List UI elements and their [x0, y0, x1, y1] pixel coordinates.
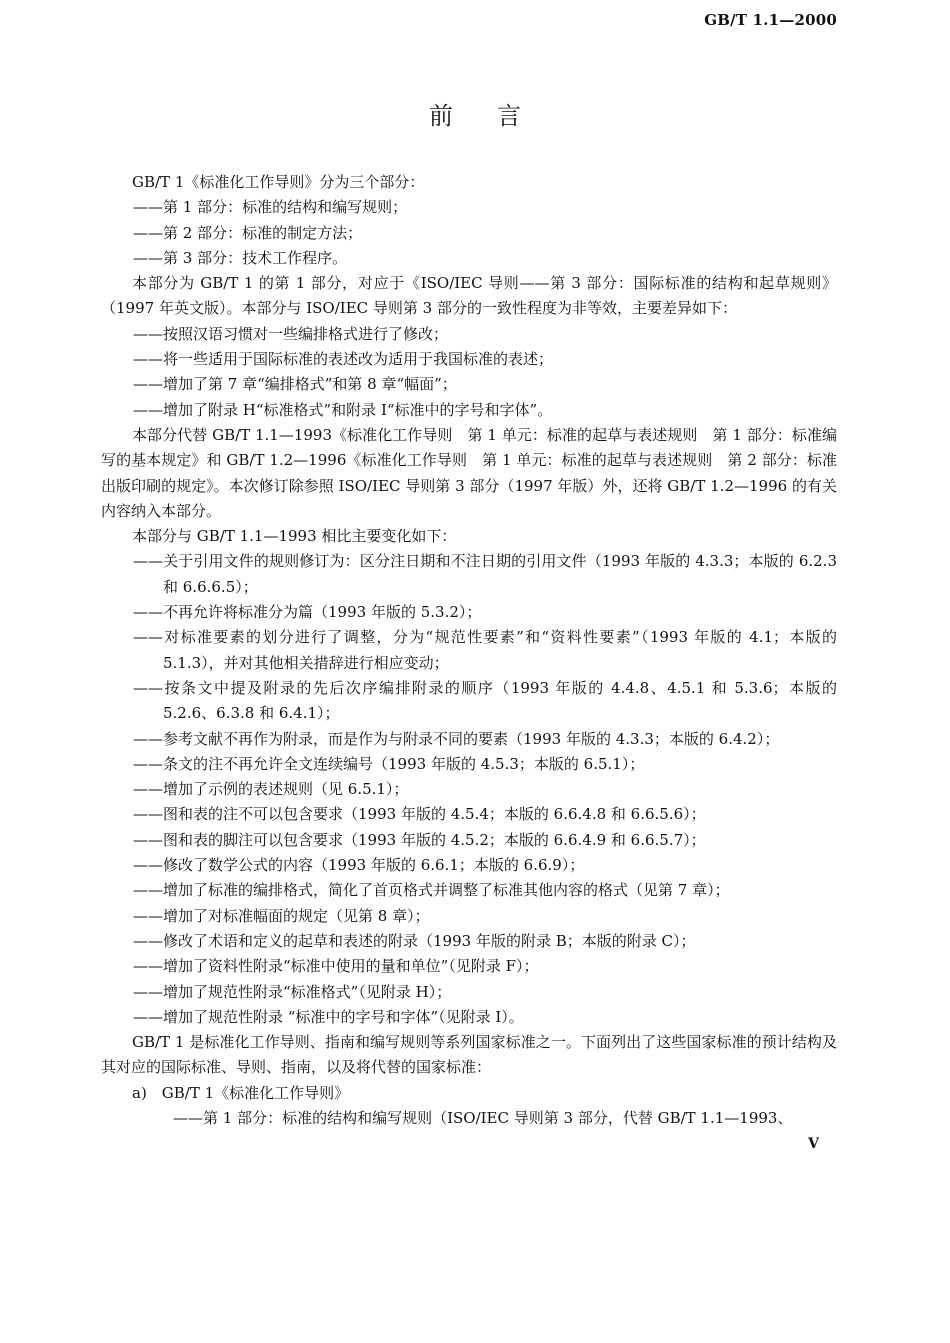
- paragraph: GB/T 1 是标准化工作导则、指南和编写规则等系列国家标准之一。下面列出了这些国家标准的预计结构及其对应的国际标准、导则、指南，以及将代替的国家标准：: [101, 1033, 837, 1077]
- page-title: 前言: [429, 102, 565, 130]
- document-body: [101, 170, 837, 1131]
- list-item: ——增加了附录 H“标准格式”和附录 I“标准中的字号和字体”。: [133, 400, 553, 419]
- list-item: ——第 2 部分：标准的制定方法；: [133, 223, 363, 242]
- list-item: ——增加了示例的表述规则（见 6.5.1）；: [133, 780, 409, 799]
- list-item: ——图和表的注不可以包含要求（1993 年版的 4.5.4；本版的 6.6.4.8 和 6.6.5.6）；: [133, 805, 706, 824]
- list-item: ——第 1 部分：标准的结构和编写规则（ISO/IEC 导则第 3 部分，代替 GB/T 1.1—1993、: [173, 1108, 793, 1127]
- list-item: ——第 1 部分：标准的结构和编写规则；: [133, 198, 408, 217]
- paragraph: GB/T 1《标准化工作导则》分为三个部分：: [132, 173, 425, 191]
- list-item: ——对标准要素的划分进行了调整，分为“规范性要素”和“资料性要素”（1993 年版的 4.1；本版的 5.1.3），并对其他相关措辞进行相应变动；: [133, 628, 837, 672]
- list-item: ——按照汉语习惯对一些编排格式进行了修改；: [133, 324, 449, 343]
- list-item: ——修改了术语和定义的起草和表述的附录（1993 年版的附录 B；本版的附录 C）；: [133, 931, 696, 950]
- list-item: ——第 3 部分：技术工作程序。: [133, 248, 348, 267]
- list-item: ——参考文献不再作为附录，而是作为与附录不同的要素（1993 年版的 4.3.3；本版的 6.4.2）；: [133, 729, 780, 748]
- list-item: ——增加了对标准幅面的规定（见第 8 章）；: [133, 906, 430, 925]
- list-item: ——增加了规范性附录 “标准中的字号和字体”（见附录 I）。: [133, 1007, 524, 1026]
- list-item: ——图和表的脚注可以包含要求（1993 年版的 4.5.2；本版的 6.6.4.9 和 6.6.5.7）；: [133, 830, 706, 849]
- list-item: ——关于引用文件的规则修订为：区分注日期和不注日期的引用文件（1993 年版的 4.3.3；本版的 6.2.3 和 6.6.6.5）；: [133, 552, 837, 596]
- list-item: ——修改了数学公式的内容（1993 年版的 6.6.1；本版的 6.6.9）；: [133, 856, 585, 875]
- list-item: ——增加了标准的编排格式，简化了首页格式并调整了标准其他内容的格式（见第 7 章）；: [133, 881, 730, 900]
- list-item: ——增加了规范性附录“标准格式”（见附录 H）；: [133, 982, 452, 1001]
- list-item: ——按条文中提及附录的先后次序编排附录的顺序（1993 年版的 4.4.8、4.5.1 和 5.3.6；本版的 5.2.6、6.3.8 和 6.4.1）；: [133, 678, 837, 723]
- list-item: ——不再允许将标准分为篇（1993 年版的 5.3.2）；: [133, 603, 482, 622]
- list-item: ——增加了资料性附录“标准中使用的量和单位”（见附录 F）；: [133, 957, 539, 976]
- list-item: ——将一些适用于国际标准的表述改为适用于我国标准的表述；: [133, 350, 554, 369]
- document-code-header: GB/T 1.1—2000: [704, 11, 837, 29]
- paragraph: 本部分代替 GB/T 1.1—1993《标准化工作导则 第 1 单元：标准的起草与表述规则 第 1 部分：标准编写的基本规定》和 GB/T 1.2—1996《标准化工作导则 第 1 单元：标准的起草与表述规则 第 2 部分：标准出版印刷的规定》。本次修订除参照 ISO/IEC 导则第 3 部分（1997 年版）外，还将 GB/T 1.2—1996 的有关内容纳入本部分。: [101, 425, 837, 520]
- paragraph: 本部分为 GB/T 1 的第 1 部分，对应于《ISO/IEC 导则——第 3 部分：国际标准的结构和起草规则》（1997 年英文版）。本部分与 ISO/IEC 导则第 3 部分的一致性程度为非等效，主要差异如下：: [101, 274, 837, 318]
- list-item: ——条文的注不再允许全文连续编号（1993 年版的 4.5.3；本版的 6.5.1）；: [133, 754, 645, 773]
- list-item: ——增加了第 7 章“编排格式”和第 8 章“幅面”；: [133, 375, 457, 394]
- paragraph: 本部分与 GB/T 1.1—1993 相比主要变化如下：: [132, 527, 457, 546]
- page-number: V: [808, 1136, 819, 1152]
- list-label: a) GB/T 1《标准化工作导则》: [132, 1083, 350, 1102]
